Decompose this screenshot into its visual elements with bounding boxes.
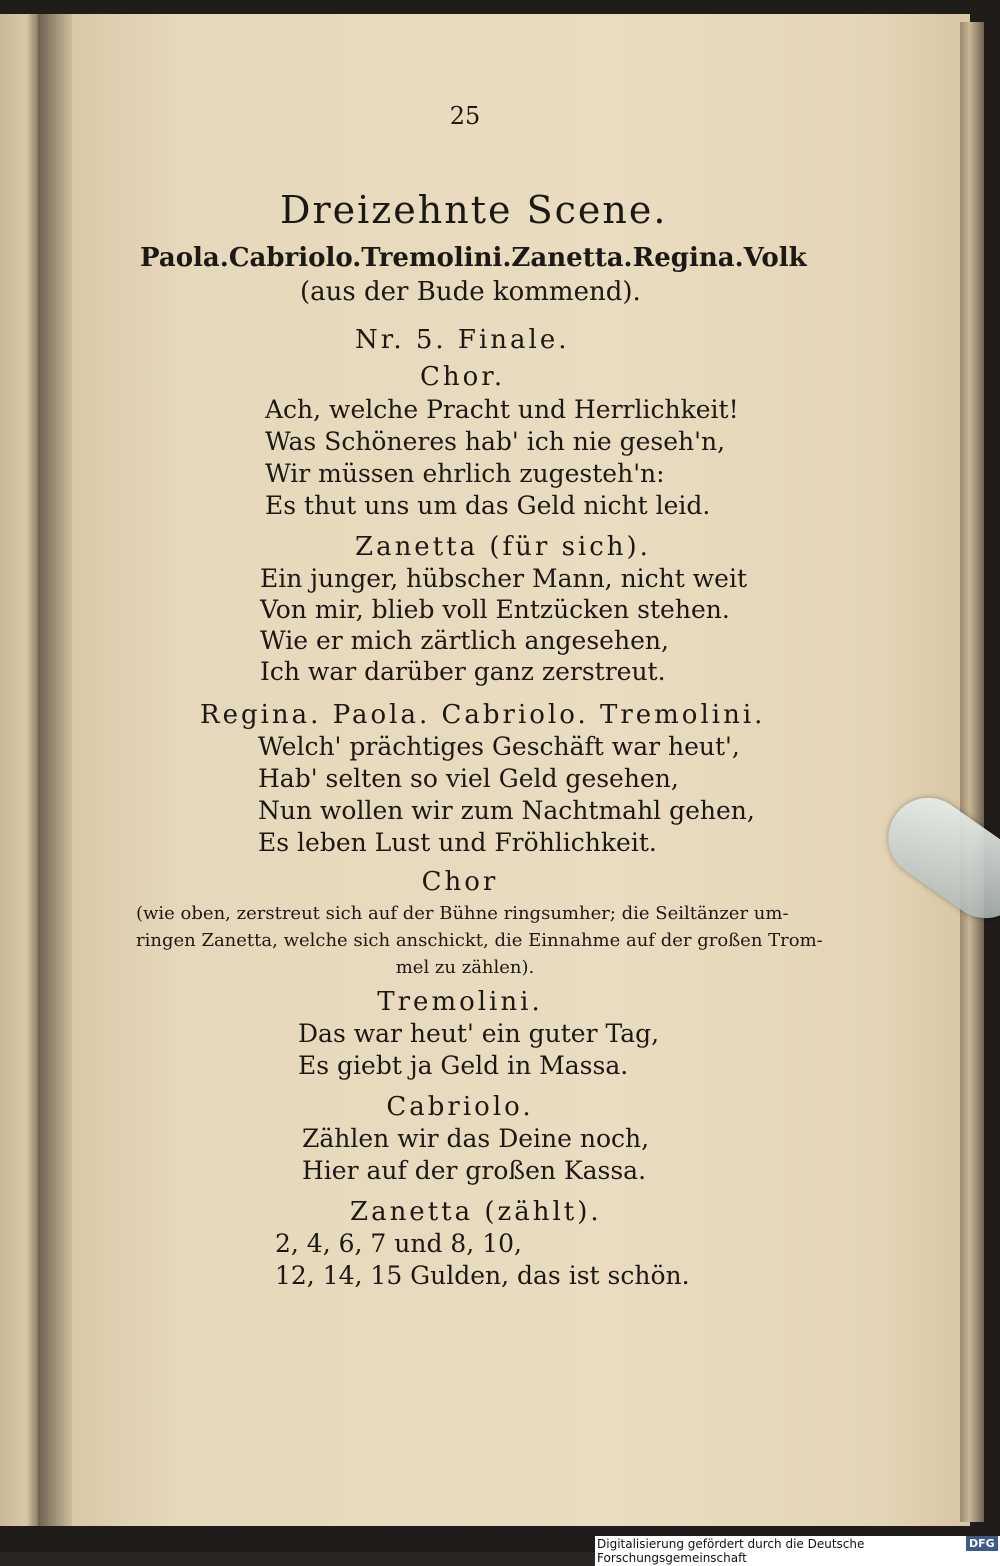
verse-line: Von mir, blieb voll Entzücken stehen. bbox=[260, 595, 730, 624]
previous-page-edge bbox=[0, 14, 38, 1526]
verse-line: Was Schöneres hab' ich nie geseh'n, bbox=[265, 427, 726, 456]
cast-name: Paola. bbox=[140, 243, 229, 273]
chor-heading: Chor bbox=[421, 867, 499, 897]
verse-line: Wie er mich zärtlich angesehen, bbox=[260, 626, 669, 655]
chor-heading: Chor. bbox=[420, 362, 506, 392]
zanetta-heading: Zanetta (für sich). bbox=[355, 532, 651, 562]
verse-line: Es thut uns um das Geld nicht leid. bbox=[265, 491, 711, 520]
page-stack-edge bbox=[960, 22, 984, 1522]
stage-direction: ringen Zanetta, welche sich anschickt, die Einnahme auf der großen Trom- bbox=[136, 930, 823, 951]
verse-line: Nun wollen wir zum Nachtmahl gehen, bbox=[258, 796, 755, 825]
number-heading: Nr. 5. Finale. bbox=[355, 325, 570, 355]
verse-line: 12, 14, 15 Gulden, das ist schön. bbox=[275, 1261, 690, 1290]
stage-direction: mel zu zählen). bbox=[395, 957, 535, 978]
verse-line: Es giebt ja Geld in Massa. bbox=[298, 1051, 629, 1080]
verse-line: Wir müssen ehrlich zugesteh'n: bbox=[265, 459, 665, 488]
cast-name: Volk bbox=[743, 243, 807, 273]
verse-line: Ach, welche Pracht und Herrlichkeit! bbox=[265, 395, 739, 424]
page-number: 25 bbox=[449, 102, 481, 130]
verse-line: Hab' selten so viel Geld gesehen, bbox=[258, 764, 679, 793]
tremolini-heading: Tremolini. bbox=[377, 987, 543, 1017]
cast-list bbox=[140, 243, 807, 273]
verse-line: Das war heut' ein guter Tag, bbox=[298, 1019, 660, 1048]
stage-direction: (wie oben, zerstreut sich auf der Bühne ringsumher; die Seiltänzer um- bbox=[136, 903, 789, 924]
cast-name: Zanetta. bbox=[511, 243, 633, 273]
cast-name: Cabriolo. bbox=[228, 243, 362, 273]
verse-line: Ein junger, hübscher Mann, nicht weit bbox=[260, 564, 747, 593]
group-heading: Regina. Paola. Cabriolo. Tremolini. bbox=[200, 700, 766, 730]
verse-line: Zählen wir das Deine noch, bbox=[302, 1124, 650, 1153]
verse-line: Ich war darüber ganz zerstreut. bbox=[260, 657, 666, 686]
verse-line: Welch' prächtiges Geschäft war heut', bbox=[258, 732, 740, 761]
cabriolo-heading: Cabriolo. bbox=[386, 1092, 534, 1122]
scene-title: Dreizehnte Scene. bbox=[280, 188, 668, 232]
verse-line: Hier auf der großen Kassa. bbox=[302, 1156, 647, 1185]
digitization-watermark: Digitalisierung gefördert durch die Deutsche Forschungsgemeinschaft bbox=[595, 1536, 1000, 1566]
verse-line: Es leben Lust und Fröhlichkeit. bbox=[258, 828, 657, 857]
verse-line: 2, 4, 6, 7 und 8, 10, bbox=[275, 1229, 522, 1258]
book-gutter bbox=[38, 14, 72, 1526]
cast-name: Tremolini. bbox=[361, 243, 512, 273]
cast-note: (aus der Bude kommend). bbox=[300, 277, 641, 307]
cast-name: Regina. bbox=[632, 243, 744, 273]
dfg-logo: DFG bbox=[966, 1536, 998, 1551]
zanetta-counting-heading: Zanetta (zählt). bbox=[350, 1197, 602, 1227]
